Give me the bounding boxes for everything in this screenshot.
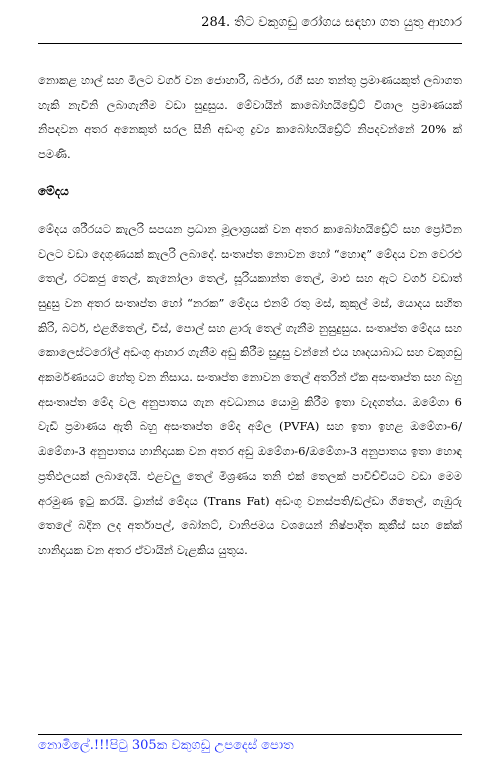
header-divider (38, 43, 462, 44)
intro-paragraph: නොකළ හාල් සහ මිලට වර්ග වන ජොහාරි, බජ්රා, රගී සහ තන්තු ප්‍රමාණයකුත් ලබාගත හැකි නැවිනි ලබාගැනීම වඩා සුදුසුය. මේවායින් කාබෝහයිඩ්‍රේට් විශාල ප්‍රමාණයක් නිපදවන අතර අනෙකුත් සරල සීනි අඩංගු ද්‍රව්‍ය කාබෝහයිඩ්‍රේට් නිපදවන්නේ 20% ක් පමණි. (38, 73, 462, 162)
section-heading-fat: මේදය (38, 183, 69, 198)
fat-paragraph: මේදය ශරීරයට කැලරි සපයන ප්‍රධාන මූලාශ්‍රයක් වන අතර කාබෝහයිඩ්‍රේට් සහ ප්‍රෝටීන වලට වඩා දෙගුණයක් කැලරි ලබාදේ. සංතෘප්ත නොවන හෝ “හොඳ” මේදය වන වෙරළු තෙල්, රටකජු තෙල්, කැනෝලා තෙල්, සූරියකාන්ත තෙල්, මාළු සහ ඇට වර්ග වඩාත් සුදුසු වන අතර සංතෘප්ත හෝ “නරක” මේදය එනම් රතු මස්, කුකුල් මස්, යොදය සහිත කිරි, බටර්, එළගිතෙල්, චීස්, පොල් සහ ළාරු තෙල් ගැනීම නුසුදුසුය. සංතෘප්ත මේදය සහ කොලෙස්ටරෝල් අඩංගු ආහාර ගැනීම අඩු කිරීම සුදුසු වන්නේ එය හෘදයාබාධ සහ වකුගඩු අකර්මණ්‍යයට හේතු වන නිසාය. සංතෘප්ත නොවන තෙල් අතරින් ඒක අසංතෘප්ත සහ බහු අසංතෘප්ත මේද වල අනුපාතය ගැන අවධානය යොමු කිරීම ඉතා වැදගත්ය. ඔමේගා 6 වැඩි ප්‍රමාණය ඇති බහු අසංතෘප්ත මේද අම්ල (PVFA) සහ ඉතා ඉහළ ඔමේගා-6/ඔමේගා-3 අනුපාතය හානිදායක වන අතර අඩු ඔමේගා-6/ඔමේගා-3 අනුපාතය ඉතා හොඳ ප්‍රතිඵලයක් ලබාදෙයි. එළවලු තෙල් මිශ්‍රණය තනි එක් තෙලක් පාවිච්චියට වඩා මෙම අරමුණ ඉටු කරයි. ට්‍රාන්ස් මේදය (Trans Fat) අඩංගු වනස්පති/ඩල්ඩා ගිතෙල්, ගැඹුරු තෙලේ බදින ලද අර්තාපල්, බෝනට්, වානිජමය වශයෙන් නිෂ්පාදිත කුකීස් සහ කේක් හානිදායක වන අතර ඒවායින් වැළකිය යුතුය. (38, 221, 462, 557)
footer-divider (38, 734, 462, 735)
page-content (38, 68, 462, 563)
header-title: 284. තිට වකුගඩු රෝගය සඳහා ගත යුතු ආහාර (201, 15, 462, 30)
page-header (38, 14, 462, 32)
footer-text: නොමිලේ.!!!පිටු 305ක වකුගඩු උපදෙස් පොත (38, 738, 294, 753)
page-footer (38, 736, 462, 756)
